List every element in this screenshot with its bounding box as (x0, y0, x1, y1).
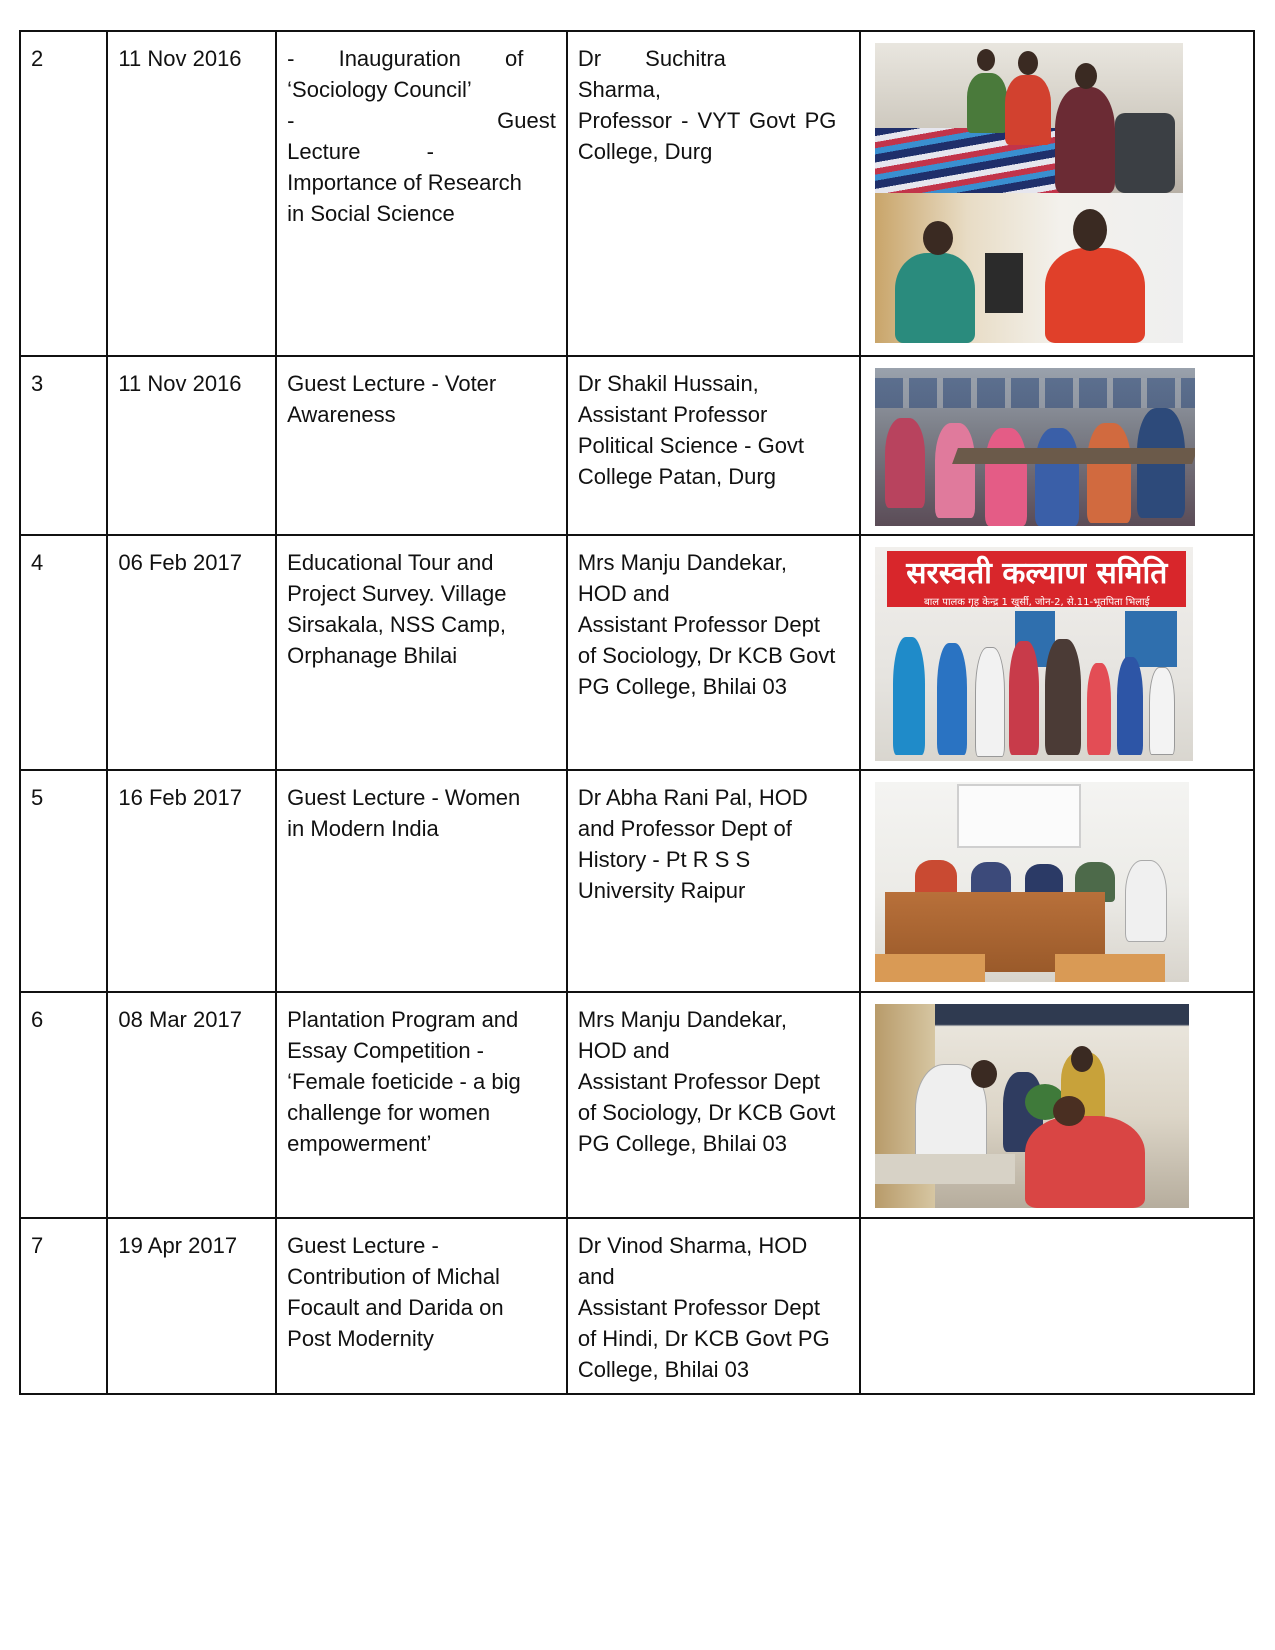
event-title-line: Guest Lecture - (287, 1233, 439, 1258)
event-date: 08 Mar 2017 (107, 992, 276, 1218)
serial-number: 5 (20, 770, 107, 992)
serial-number: 2 (20, 31, 107, 356)
speaker-line: Dr Abha Rani Pal, HOD (577, 785, 808, 810)
table-row (20, 1218, 1254, 1394)
speaker-line: of Hindi, Dr KCB Govt PG (577, 1326, 830, 1351)
events-table (19, 30, 1255, 1395)
event-title (276, 535, 567, 770)
resource-person (567, 992, 860, 1218)
photo-cell (860, 770, 1254, 992)
event-title-line: Project Survey. Village (287, 581, 507, 606)
banner-text: सरस्वती कल्याण समिति (906, 556, 1168, 592)
women-lecture-photo (875, 782, 1189, 982)
speaker-line: Assistant Professor (577, 402, 768, 427)
event-title-line: Educational Tour and (287, 550, 494, 575)
event-title-line: ‘Female foeticide - a big (287, 1069, 521, 1094)
resource-person (567, 535, 860, 770)
orphanage-visit-photo (875, 547, 1193, 761)
table-row (20, 992, 1254, 1218)
speaker-line: Dr Suchitra Sharma, (577, 46, 726, 102)
speaker-line: College Patan, Durg (577, 464, 776, 489)
speaker-line: Dr Vinod Sharma, HOD (577, 1233, 808, 1258)
speaker-line: of Sociology, Dr KCB Govt (577, 1100, 836, 1125)
event-title (276, 356, 567, 535)
event-title-line: Awareness (287, 402, 396, 427)
event-title-line: Plantation Program and (287, 1007, 519, 1032)
event-title-line: Contribution of Michal (287, 1264, 500, 1289)
resource-person (567, 31, 860, 356)
speaker-line: History - Pt R S S (577, 847, 751, 872)
event-title-line: Orphanage Bhilai (287, 643, 458, 668)
event-title (276, 31, 567, 356)
serial-number: 7 (20, 1218, 107, 1394)
event-title-line: ‘Sociology Council’ (287, 77, 472, 102)
event-date: 06 Feb 2017 (107, 535, 276, 770)
resource-person (567, 770, 860, 992)
event-title-line: in Social Science (287, 201, 455, 226)
speaker-line: College, Durg (577, 139, 713, 164)
photo-cell (860, 992, 1254, 1218)
event-title-line: challenge for women (287, 1100, 491, 1125)
event-title-line: - Inauguration of (287, 46, 524, 71)
photo-cell (860, 356, 1254, 535)
speaker-line: HOD and (577, 1038, 670, 1063)
speaker-line: PG College, Bhilai 03 (577, 674, 787, 699)
speaker-line: College, Bhilai 03 (577, 1357, 750, 1382)
speaker-line: Assistant Professor Dept (577, 1295, 820, 1320)
plantation-photo (875, 1004, 1189, 1208)
event-date: 11 Nov 2016 (107, 356, 276, 535)
event-title-line: Guest Lecture - Women (287, 785, 521, 810)
resource-person (567, 356, 860, 535)
inauguration-photo-1 (875, 43, 1183, 193)
event-title (276, 770, 567, 992)
photo-cell-empty (860, 1218, 1254, 1394)
event-title-line: Essay Competition - (287, 1038, 484, 1063)
banner-subtext: बाल पालक गृह केन्द्र 1 खुर्सी, जोन-2, से.11-भूतपिता भिलाई (924, 597, 1150, 609)
photo-cell (860, 535, 1254, 770)
event-title (276, 1218, 567, 1394)
orphanage-banner (887, 551, 1186, 607)
speaker-line: Assistant Professor Dept (577, 1069, 820, 1094)
table-row (20, 356, 1254, 535)
event-date: 16 Feb 2017 (107, 770, 276, 992)
photo-cell (860, 31, 1254, 356)
speaker-line: University Raipur (577, 878, 746, 903)
serial-number: 3 (20, 356, 107, 535)
event-title-line: - Guest Lecture - (287, 108, 556, 164)
speaker-line: and (577, 1264, 615, 1289)
speaker-line: of Sociology, Dr KCB Govt (577, 643, 836, 668)
table-row (20, 31, 1254, 356)
speaker-line: and Professor Dept of (577, 816, 792, 841)
speaker-line: Dr Shakil Hussain, (577, 371, 759, 396)
event-title-line: Importance of Research (287, 170, 522, 195)
event-title-line: Sirsakala, NSS Camp, (287, 612, 506, 637)
speaker-line: PG College, Bhilai 03 (577, 1131, 787, 1156)
event-date: 11 Nov 2016 (107, 31, 276, 356)
table-row (20, 770, 1254, 992)
speaker-line: Mrs Manju Dandekar, (577, 1007, 787, 1032)
table-row (20, 535, 1254, 770)
voter-awareness-photo (875, 368, 1195, 526)
event-title-line: empowerment’ (287, 1131, 432, 1156)
speaker-line: Political Science - Govt (577, 433, 805, 458)
event-title-line: Guest Lecture - Voter (287, 371, 497, 396)
event-date: 19 Apr 2017 (107, 1218, 276, 1394)
resource-person (567, 1218, 860, 1394)
speaker-line: Professor - VYT Govt PG (577, 108, 837, 133)
serial-number: 4 (20, 535, 107, 770)
event-title-line: in Modern India (287, 816, 439, 841)
speaker-line: HOD and (577, 581, 670, 606)
event-title-line: Focault and Darida on (287, 1295, 504, 1320)
speaker-line: Assistant Professor Dept (577, 612, 820, 637)
inauguration-photo-2 (875, 193, 1183, 343)
event-title-line: Post Modernity (287, 1326, 434, 1351)
serial-number: 6 (20, 992, 107, 1218)
event-title (276, 992, 567, 1218)
speaker-line: Mrs Manju Dandekar, (577, 550, 787, 575)
